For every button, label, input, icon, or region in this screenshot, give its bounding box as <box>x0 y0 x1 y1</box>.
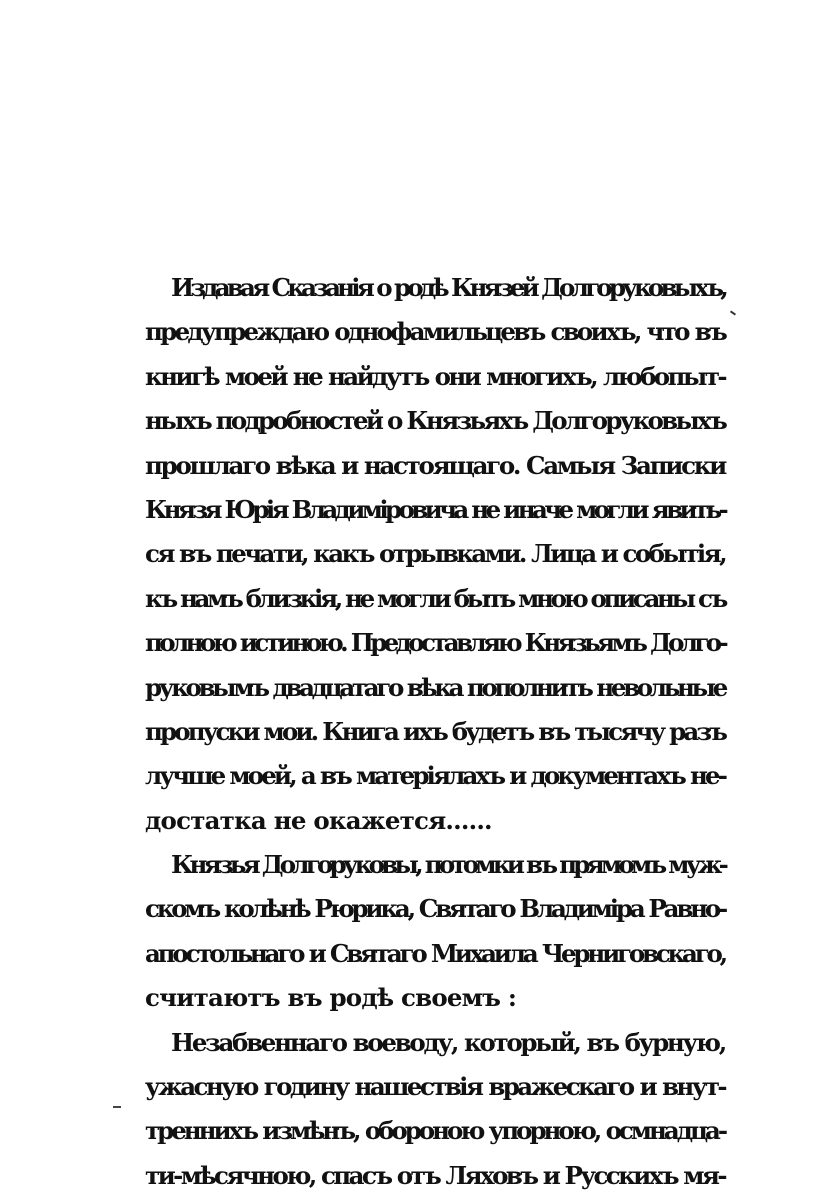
text-line: ся въ печати, какъ отрывками. Лица и событія, <box>145 539 725 569</box>
text-line: къ намъ близкія, не могли быть мною описаны съ <box>145 583 725 613</box>
text-line: ти-мѣсячною, спасъ отъ Ляховъ и Русскихъ мя- <box>145 1160 725 1190</box>
text-line: скомъ колѣнѣ Рюрика, Святаго Владиміра Равно- <box>145 894 725 924</box>
text-line: считаютъ въ родѣ своемъ : <box>145 983 517 1013</box>
text-line: достатка не окажется...... <box>145 805 492 835</box>
text-line: Издавая Сказанія о родѣ Князей Долгоруковыхъ, <box>171 273 725 302</box>
text-line: пропуски мои. Книга ихъ будетъ въ тысячу разъ <box>145 716 725 746</box>
text-line: лучше моей, а въ матеріялахъ и документахъ не- <box>145 761 725 791</box>
text-line: книгѣ моей не найдутъ они многихъ, любопыт- <box>145 361 725 391</box>
text-line: руковымъ двадцатаго вѣка пополнить невольные <box>145 672 725 702</box>
text-line: апостольнаго и Святаго Михаила Черниговскаго, <box>145 938 725 968</box>
text-line: прошлаго вѣка и настоящаго. Самыя Записки <box>145 450 725 480</box>
text-line: ныхъ подробностей о Князьяхъ Долгоруковыхъ <box>145 406 726 436</box>
margin-dash-mark <box>113 1106 121 1108</box>
text-line: полною истиною. Предоставляю Князьямъ Долго- <box>145 628 725 658</box>
text-line: Князья Долгоруковы, потомки въ прямомъ муж- <box>171 850 725 880</box>
text-line: ужасную годину нашествія вражескаго и внут- <box>145 1072 725 1102</box>
text-line: треннихъ измѣнъ, обороною упорною, осмнадца- <box>145 1116 725 1146</box>
text-line: предупреждаю однофамильцевъ своихъ, что въ <box>145 317 725 347</box>
text-line: Князя Юрія Владиміровича не иначе могли явить- <box>145 494 725 524</box>
text-line: Незабвеннаго воеводу, который, въ бурную, <box>171 1027 725 1057</box>
stray-ink-mark <box>730 310 736 315</box>
page-text <box>145 266 725 1198</box>
